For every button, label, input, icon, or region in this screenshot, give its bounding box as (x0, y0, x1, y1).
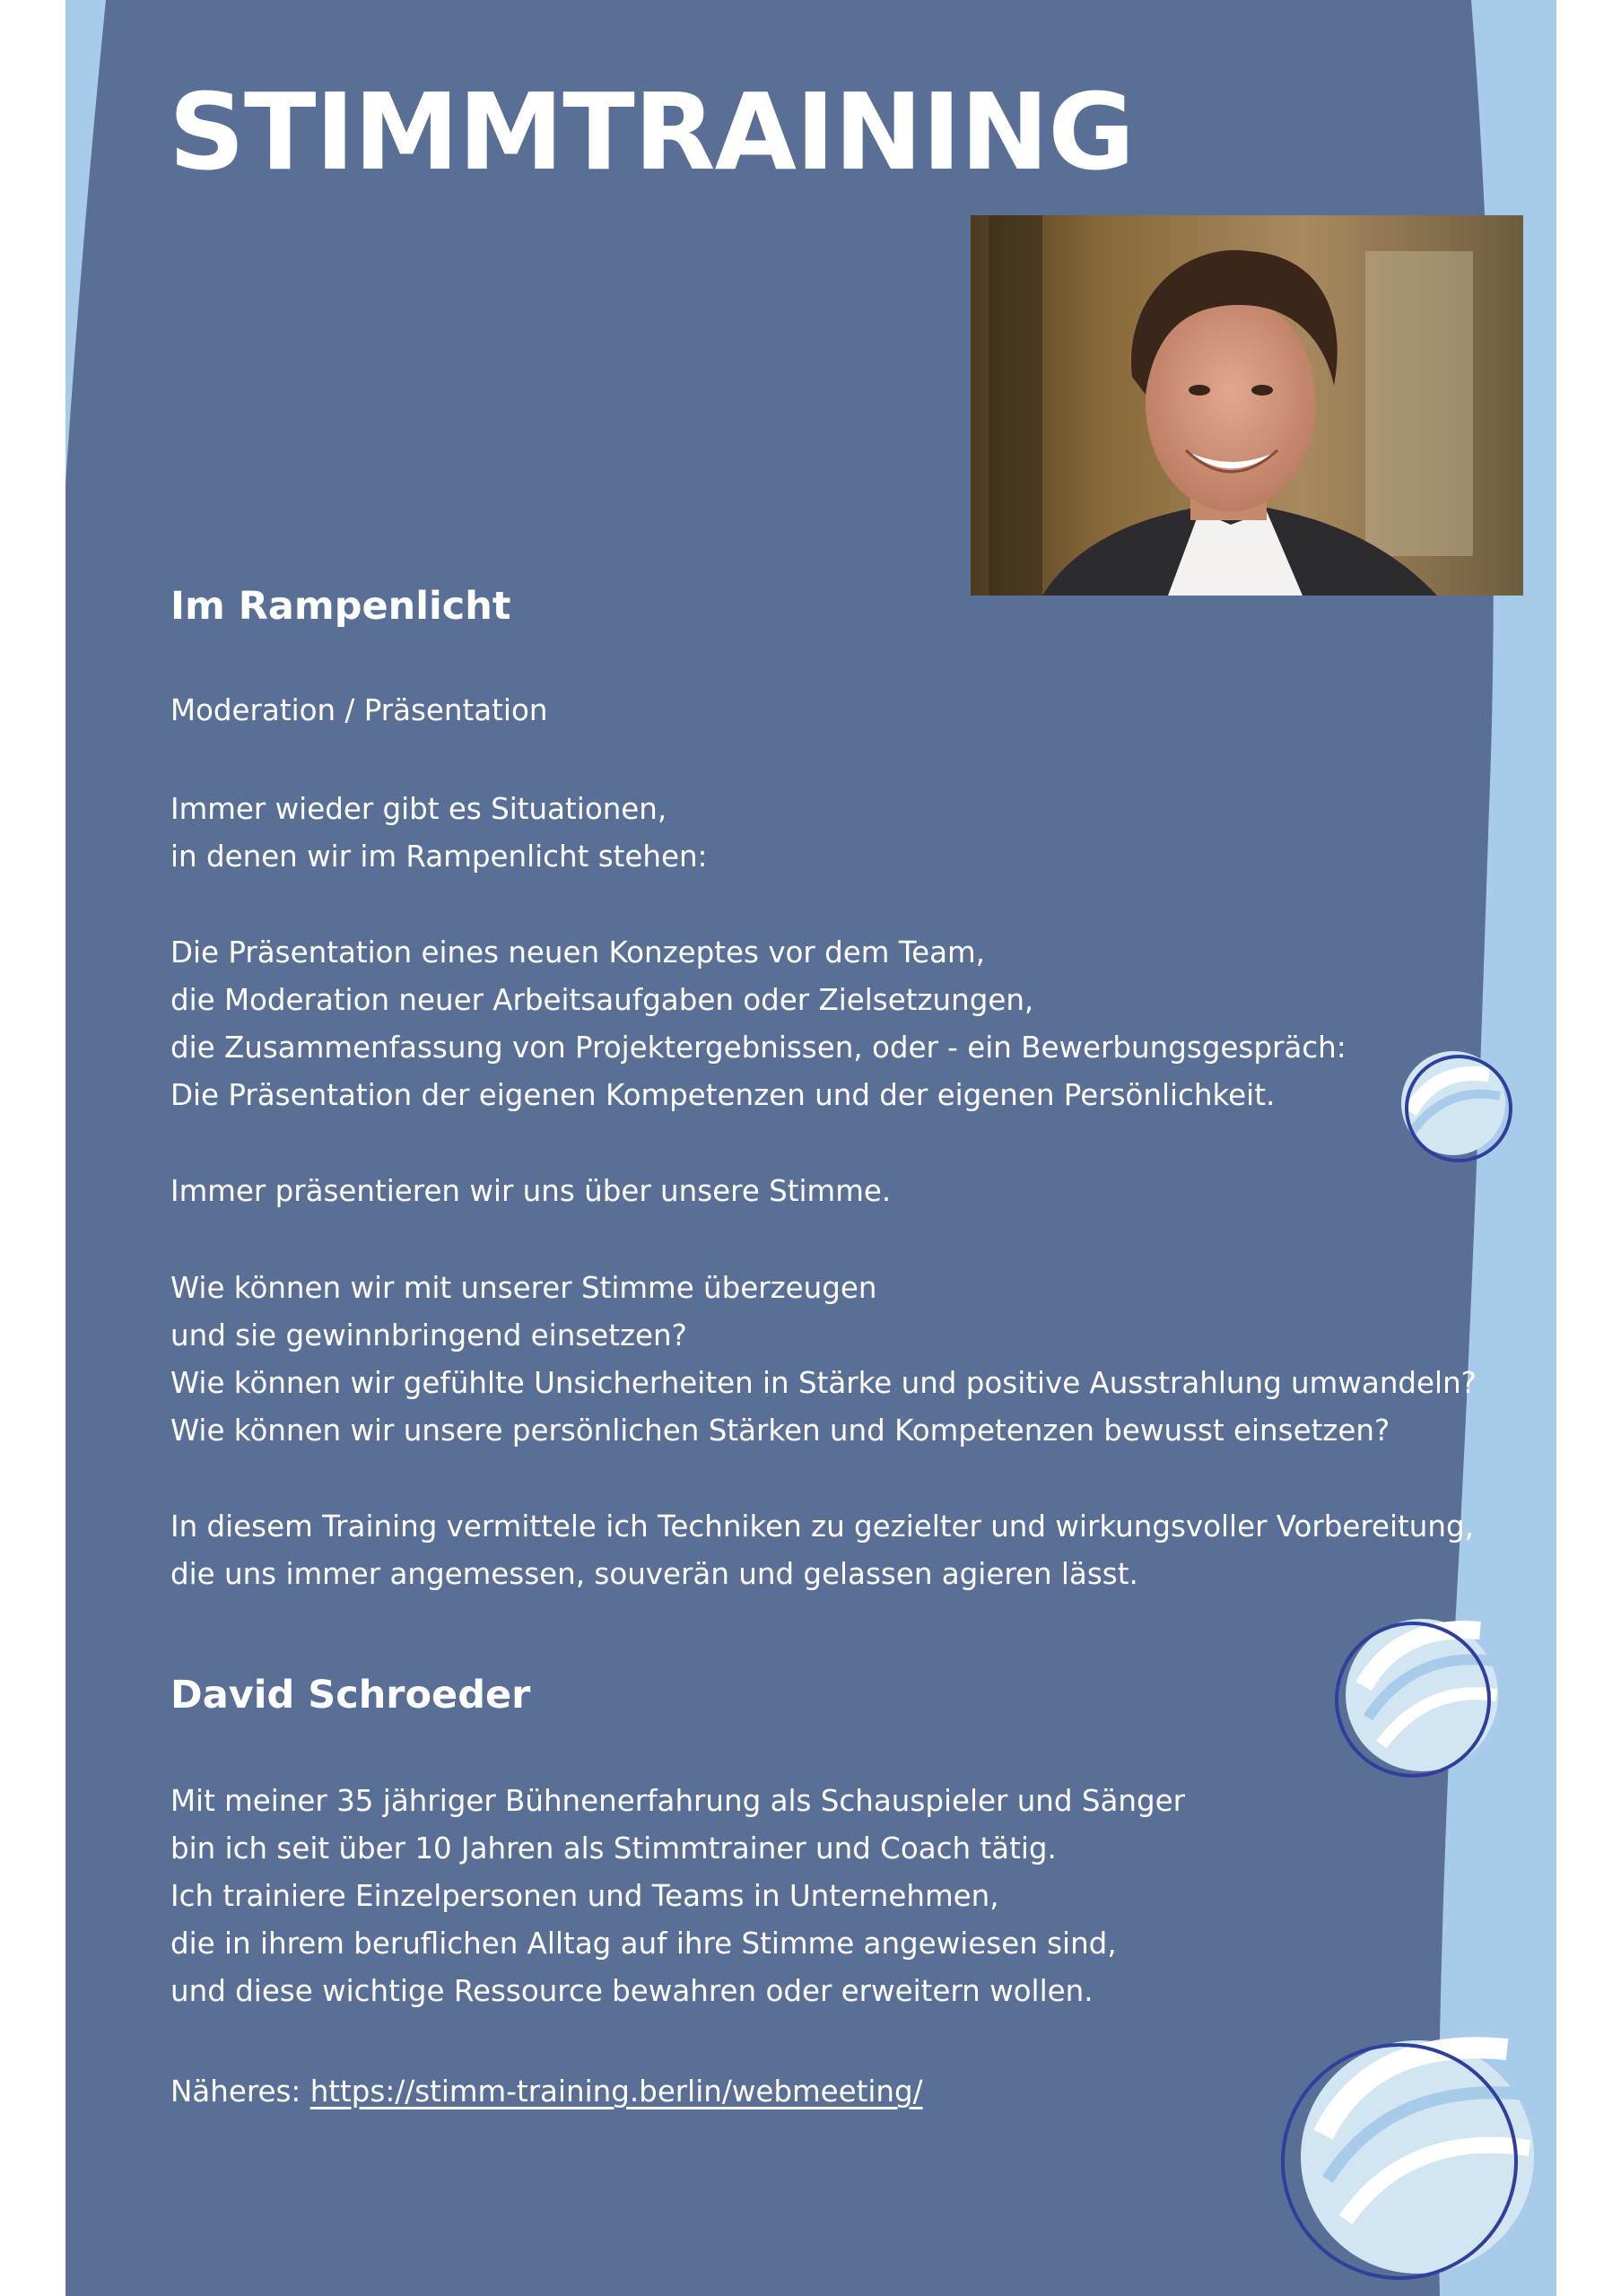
text-line: Moderation / Präsentation (170, 693, 548, 727)
text-line: in denen wir im Rampenlicht stehen: (170, 839, 708, 874)
text-line: In diesem Training vermittele ich Techniken zu gezielter und wirkungsvoller Vorbereitung, (170, 1509, 1474, 1544)
text-line: Wie können wir unsere persönlichen Stärken und Kompetenzen bewusst einsetzen? (170, 1413, 1390, 1448)
text-line: die Moderation neuer Arbeitsaufgaben oder Zielsetzungen, (170, 983, 1034, 1017)
more-info-link[interactable]: https://stimm-training.berlin/webmeeting/ (309, 2074, 923, 2109)
more-info-label: Näheres: (170, 2074, 301, 2109)
text-line: die in ihrem beruflichen Alltag auf ihre Stimme angewiesen sind, (170, 1926, 1117, 1961)
text-line: Immer wieder gibt es Situationen, (170, 792, 667, 826)
subheading-moderation (170, 687, 547, 735)
text-line: und sie gewinnbringend einsetzen? (170, 1318, 687, 1352)
text-line: Die Präsentation eines neuen Konzeptes vor dem Team, (170, 935, 985, 970)
paragraph-praesentation (170, 929, 1346, 1119)
text-line: die Zusammenfassung von Projektergebnissen, oder - ein Bewerbungsgespräch: (170, 1031, 1346, 1065)
text-line: Ich trainiere Einzelpersonen und Teams in Unternehmen, (170, 1879, 999, 1913)
section-heading-david-schroeder: David Schroeder (170, 1673, 531, 1718)
text-line: die uns immer angemessen, souverän und gelassen agieren lässt. (170, 1557, 1138, 1591)
paragraph-biografie (170, 1778, 1185, 2015)
text-line: Mit meiner 35 jähriger Bühnenerfahrung als Schauspieler und Sänger (170, 1784, 1185, 1818)
paragraph-stimme (170, 1168, 891, 1215)
portrait-photo (971, 215, 1523, 596)
portrait-photo-image (971, 215, 1523, 596)
text-line: Wie können wir mit unserer Stimme überzeugen (170, 1271, 877, 1305)
paragraph-training (170, 1503, 1474, 1598)
section-heading-rampenlicht: Im Rampenlicht (170, 584, 511, 629)
text-line: Immer präsentieren wir uns über unsere Stimme. (170, 1174, 892, 1208)
more-info (170, 2068, 923, 2116)
text-line: Wie können wir gefühlte Unsicherheiten in Stärke und positive Ausstrahlung umwandeln? (170, 1366, 1477, 1400)
page-title: STIMMTRAINING (169, 70, 1135, 194)
paragraph-situationen (170, 786, 708, 881)
text-line: Die Präsentation der eigenen Kompetenzen und der eigenen Persönlichkeit. (170, 1078, 1276, 1112)
paragraph-fragen (170, 1265, 1477, 1455)
text-line: und diese wichtige Ressource bewahren oder erweitern wollen. (170, 1974, 1094, 2008)
text-line: bin ich seit über 10 Jahren als Stimmtrainer und Coach tätig. (170, 1831, 1057, 1866)
